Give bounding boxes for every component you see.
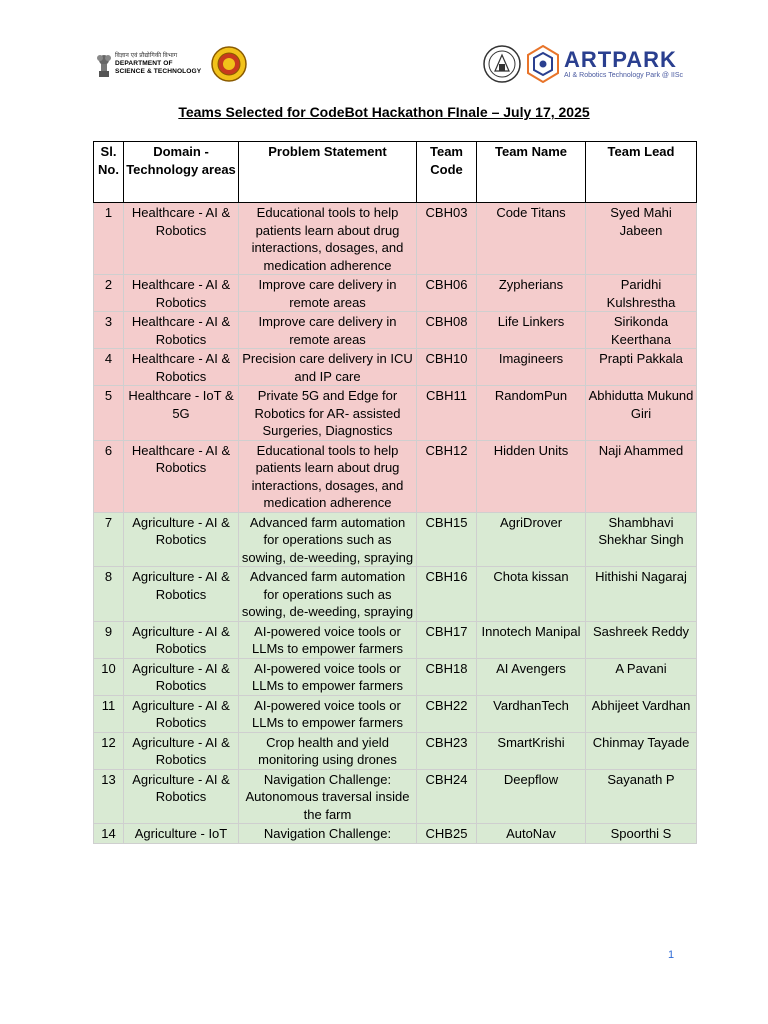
artpark-hex-icon <box>526 45 560 83</box>
cell-team-code: CBH03 <box>417 203 477 275</box>
cell-team-lead: A Pavani <box>586 658 697 695</box>
table-row <box>94 440 697 512</box>
table-row <box>94 567 697 622</box>
cell-team-name: SmartKrishi <box>477 732 586 769</box>
cell-domain: Agriculture - AI & Robotics <box>124 769 239 824</box>
cell-sl-no: 11 <box>94 695 124 732</box>
cell-sl-no: 10 <box>94 658 124 695</box>
header-sl-no: Sl. No. <box>94 142 124 203</box>
cell-team-code: CBH24 <box>417 769 477 824</box>
dst-line2: SCIENCE & TECHNOLOGY <box>115 68 202 75</box>
cell-team-code: CBH08 <box>417 312 477 349</box>
cell-team-code: CBH22 <box>417 695 477 732</box>
cell-problem: Improve care delivery in remote areas <box>239 312 417 349</box>
cell-problem: Educational tools to help patients learn about drug interactions, dosages, and medication adherence <box>239 440 417 512</box>
header-problem: Problem Statement <box>239 142 417 203</box>
cell-team-code: CBH12 <box>417 440 477 512</box>
artpark-logo <box>482 44 686 84</box>
cell-team-lead: Syed Mahi Jabeen <box>586 203 697 275</box>
cell-sl-no: 14 <box>94 824 124 844</box>
cell-sl-no: 3 <box>94 312 124 349</box>
cell-problem: Private 5G and Edge for Robotics for AR- assisted Surgeries, Diagnostics <box>239 386 417 441</box>
cell-domain: Agriculture - IoT <box>124 824 239 844</box>
cell-team-code: CBH11 <box>417 386 477 441</box>
cell-domain: Healthcare - AI & Robotics <box>124 312 239 349</box>
karnataka-seal-icon <box>211 46 247 82</box>
table-row <box>94 512 697 567</box>
cell-team-lead: Hithishi Nagaraj <box>586 567 697 622</box>
cell-team-code: CHB25 <box>417 824 477 844</box>
cell-problem: Advanced farm automation for operations such as sowing, de-weeding, spraying <box>239 512 417 567</box>
cell-sl-no: 5 <box>94 386 124 441</box>
cell-problem: Advanced farm automation for operations such as sowing, de-weeding, spraying <box>239 567 417 622</box>
cell-team-code: CBH06 <box>417 275 477 312</box>
cell-domain: Healthcare - AI & Robotics <box>124 203 239 275</box>
cell-team-name: Imagineers <box>477 349 586 386</box>
cell-domain: Healthcare - AI & Robotics <box>124 440 239 512</box>
cell-team-lead: Sayanath P <box>586 769 697 824</box>
cell-team-name: Chota kissan <box>477 567 586 622</box>
cell-team-code: CBH18 <box>417 658 477 695</box>
cell-team-lead: Prapti Pakkala <box>586 349 697 386</box>
cell-team-code: CBH10 <box>417 349 477 386</box>
artpark-tagline: AI & Robotics Technology Park @ IISc <box>564 71 684 79</box>
cell-team-name: Deepflow <box>477 769 586 824</box>
cell-sl-no: 2 <box>94 275 124 312</box>
dst-hindi-text: विज्ञान एवं प्रौद्योगिकी विभाग <box>115 53 178 59</box>
cell-problem: AI-powered voice tools or LLMs to empower farmers <box>239 695 417 732</box>
header-team-code: Team Code <box>417 142 477 203</box>
cell-domain: Agriculture - AI & Robotics <box>124 732 239 769</box>
cell-sl-no: 12 <box>94 732 124 769</box>
cell-team-lead: Sashreek Reddy <box>586 621 697 658</box>
cell-problem: AI-powered voice tools or LLMs to empower farmers <box>239 621 417 658</box>
cell-sl-no: 4 <box>94 349 124 386</box>
cell-team-lead: Spoorthi S <box>586 824 697 844</box>
cell-team-name: Hidden Units <box>477 440 586 512</box>
cell-team-name: RandomPun <box>477 386 586 441</box>
cell-team-lead: Chinmay Tayade <box>586 732 697 769</box>
table-row <box>94 386 697 441</box>
cell-problem: Precision care delivery in ICU and IP care <box>239 349 417 386</box>
cell-team-name: Zypherians <box>477 275 586 312</box>
page-number: 1 <box>668 949 675 961</box>
cell-domain: Agriculture - AI & Robotics <box>124 567 239 622</box>
cell-domain: Agriculture - AI & Robotics <box>124 695 239 732</box>
cell-domain: Agriculture - AI & Robotics <box>124 621 239 658</box>
cell-domain: Healthcare - AI & Robotics <box>124 349 239 386</box>
cell-domain: Agriculture - AI & Robotics <box>124 512 239 567</box>
table-row <box>94 658 697 695</box>
cell-sl-no: 7 <box>94 512 124 567</box>
cell-team-name: AutoNav <box>477 824 586 844</box>
table-row <box>94 769 697 824</box>
cell-sl-no: 1 <box>94 203 124 275</box>
document-title: Teams Selected for CodeBot Hackathon FInale – July 17, 2025 <box>178 104 590 120</box>
cell-problem: Navigation Challenge: <box>239 824 417 844</box>
cell-team-name: VardhanTech <box>477 695 586 732</box>
teams-table <box>93 141 697 844</box>
cell-sl-no: 13 <box>94 769 124 824</box>
cell-team-code: CBH17 <box>417 621 477 658</box>
cell-team-name: Life Linkers <box>477 312 586 349</box>
dst-logo <box>96 46 247 82</box>
cell-domain: Healthcare - AI & Robotics <box>124 275 239 312</box>
table-row <box>94 349 697 386</box>
cell-problem: AI-powered voice tools or LLMs to empower farmers <box>239 658 417 695</box>
cell-team-name: AgriDrover <box>477 512 586 567</box>
table-row <box>94 275 697 312</box>
cell-sl-no: 8 <box>94 567 124 622</box>
cell-domain: Healthcare - IoT & 5G <box>124 386 239 441</box>
header-domain: Domain - Technology areas <box>124 142 239 203</box>
cell-problem: Navigation Challenge: Autonomous traversal inside the farm <box>239 769 417 824</box>
table-row <box>94 621 697 658</box>
iisc-seal-icon <box>482 44 522 84</box>
cell-team-lead: Naji Ahammed <box>586 440 697 512</box>
cell-team-code: CBH15 <box>417 512 477 567</box>
cell-team-name: Code Titans <box>477 203 586 275</box>
table-row <box>94 312 697 349</box>
table-row <box>94 203 697 275</box>
dst-line1: DEPARTMENT OF <box>115 60 173 67</box>
header-team-name: Team Name <box>477 142 586 203</box>
cell-team-code: CBH23 <box>417 732 477 769</box>
table-row <box>94 732 697 769</box>
cell-sl-no: 9 <box>94 621 124 658</box>
cell-team-code: CBH16 <box>417 567 477 622</box>
cell-problem: Crop health and yield monitoring using drones <box>239 732 417 769</box>
cell-problem: Improve care delivery in remote areas <box>239 275 417 312</box>
table-row <box>94 695 697 732</box>
cell-team-name: AI Avengers <box>477 658 586 695</box>
cell-team-lead: Shambhavi Shekhar Singh <box>586 512 697 567</box>
cell-team-lead: Sirikonda Keerthana <box>586 312 697 349</box>
cell-team-lead: Paridhi Kulshrestha <box>586 275 697 312</box>
table-row <box>94 824 697 844</box>
header-team-lead: Team Lead <box>586 142 697 203</box>
table-header-row <box>94 142 697 203</box>
emblem-icon <box>96 49 112 79</box>
cell-sl-no: 6 <box>94 440 124 512</box>
artpark-name: ARTPARK <box>564 46 677 72</box>
cell-team-lead: Abhidutta Mukund Giri <box>586 386 697 441</box>
cell-domain: Agriculture - AI & Robotics <box>124 658 239 695</box>
cell-problem: Educational tools to help patients learn about drug interactions, dosages, and medication adherence <box>239 203 417 275</box>
cell-team-name: Innotech Manipal <box>477 621 586 658</box>
cell-team-lead: Abhijeet Vardhan <box>586 695 697 732</box>
